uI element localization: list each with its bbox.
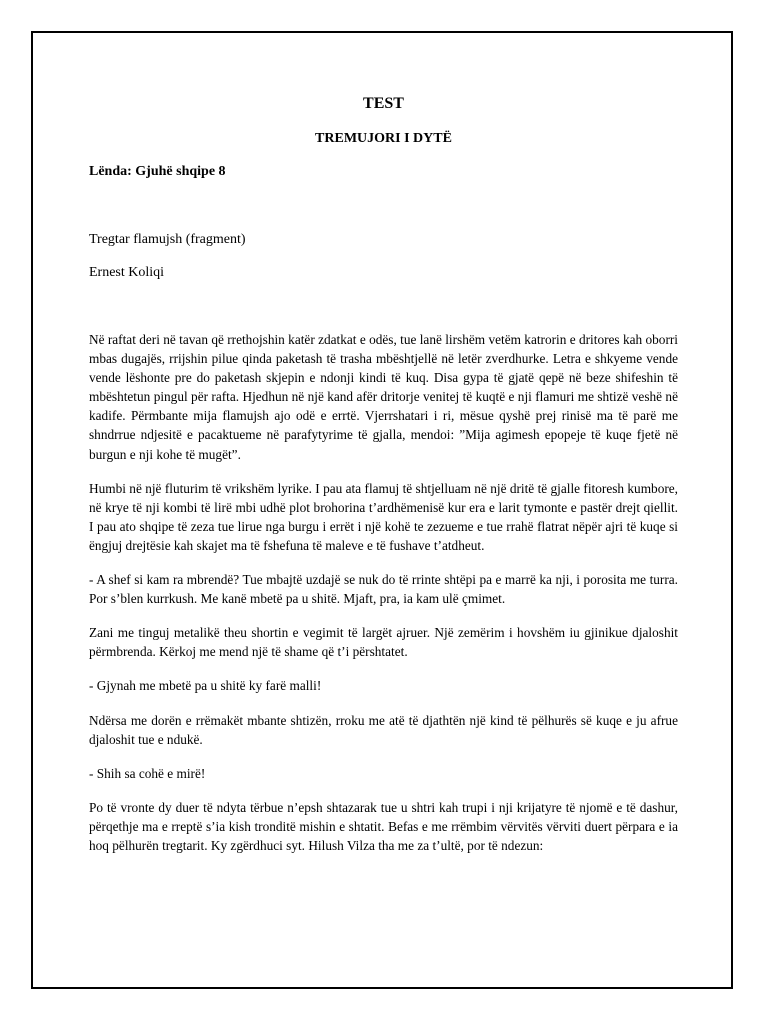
document-title: TEST [363,95,404,112]
paragraph: Ndërsa me dorën e rrëmakët mbante shtizën, rroku me atë të djathtën një kind të pëlhurës së kuqe e ju afrue djaloshit tue e ndukë. [89,712,678,747]
author-name: Ernest Koliqi [89,265,165,280]
paragraph: Në raftat deri në tavan që rrethojshin katër zdatkat e odës, tue lanë lirshëm vetëm katrorin e dritores kah oborri mbas dugajës, rrijshin pilue qinda paketash të trasha mbështjellë në letër zverdhurke. Letra e shkyeme vende vende lëshonte pre do paketash skjepin e ndonji kindi të kuq. Disa gypa të gjatë qepë në beze shifeshin të mbështetun pingul për rafta. Hjedhun në një kand afër dritorje venitej të kuqtë e nji flamuri me shtizë veshë në kadife. Përmbante mija flamujsh ajo odë e errtë. Vjerrshatari i ri, mësue qyshë prej rinisë ma të parë me shndrrue ndjesitë e pacaktueme në parafytyrime të gjalla, mendoi: ”Mija agimesh epopeje të kuqe fjetë në burgun e nji kohe të mugët”. [89,332,678,462]
paragraph: Po të vronte dy duer të ndyta tërbue n’epsh shtazarak tue u shtri kah trupi i nji krijatyre të njomë e të dashur, përqethje ma e rreptë s’ia kish tronditë mishin e shtatit. Befas e me rrëmbim vërvitës vërviti duert përpara e ia hoq pëlhurën tregtarit. Ky zgërdhuci syt. Hilush Vilza tha me za t’ultë, por të ndezun: [89,799,678,853]
paragraph: - Gjynah me mbetë pa u shitë ky farë malli! [89,678,322,694]
body-text [89,330,678,870]
paragraph: - A shef si kam ra mbrendë? Tue mbajtë uzdajë se nuk do të rrinte shtëpi pa e marrë ka nji, i porosita me turra. Por s’blen kurrkush. Me kanë mbetë pa u shitë. Mjaft, pra, ia kam ulë çmimet. [89,572,678,607]
paragraph: Humbi në një fluturim të vrikshëm lyrike. I pau ata flamuj të shtjelluam në një dritë të gjalle fitoresh kumbore, në krye të nji kombi të lirë mbi udhë plot brohorina t’ardhëmenisë kur era e larit tymonte e pastër drejt qiellit. I pau ato shqipe të zeza tue lirue nga burgu i errët i një kohë te zezueme e tue rrahë flatrat nëpër ajri të kuqe si ëngjuj drejtësie kah skajet ma të fshefuna të maleve e të fushave t’atdheut. [89,480,678,553]
work-title: Tregtar flamujsh (fragment) [89,232,246,247]
paragraph: Zani me tinguj metalikë theu shortin e vegimit të largët ajruer. Një zemërim i hovshëm iu gjinikue djaloshit përmbrenda. Kërkoj me mend një të shame që t’i përshtatet. [89,625,678,660]
subject-label: Lënda: Gjuhë shqipe 8 [89,164,226,179]
document-subtitle: TREMUJORI I DYTË [315,131,452,146]
paragraph: - Shih sa cohë e mirë! [89,765,206,781]
